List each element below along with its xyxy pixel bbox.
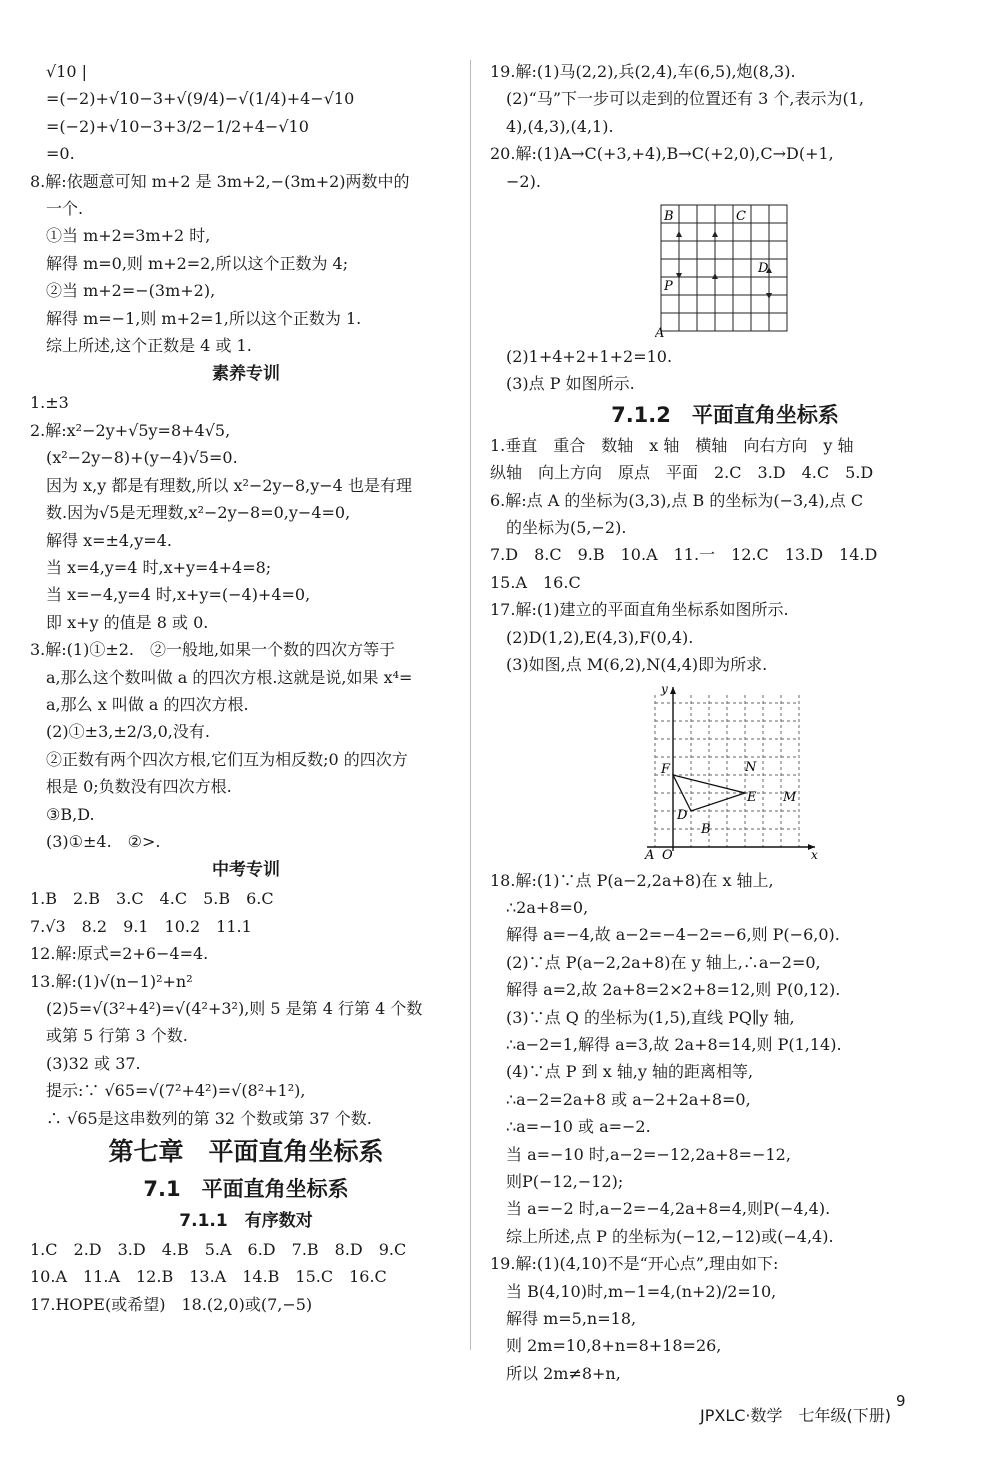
right-lines-d: [490, 867, 960, 1388]
text-line: √10 |: [46, 62, 88, 81]
text-line: ∴ √65是这串数列的第 32 个数或第 37 个数.: [46, 1108, 372, 1128]
coord-label-f: F: [661, 761, 671, 777]
text-line: (2)∵点 P(a−2,2a+8)在 y 轴上,∴a−2=0,: [506, 952, 821, 972]
text-line: ①当 m+2=3m+2 时,: [46, 226, 211, 246]
text-line: 6.解:点 A 的坐标为(3,3),点 B 的坐标为(−3,4),点 C: [490, 490, 864, 510]
text-line: ∴a−2=1,解得 a=3,故 2a+8=14,则 P(1,14).: [506, 1034, 842, 1054]
text-line: a,那么这个数叫做 a 的四次方根.这就是说,如果 x⁴=: [46, 667, 413, 687]
left-lines-a: [30, 58, 462, 359]
right-lines-b: [490, 343, 960, 398]
text-line: (3)32 或 37.: [46, 1053, 141, 1073]
text-line: 18.解:(1)∵点 P(a−2,2a+8)在 x 轴上,: [490, 870, 774, 890]
text-line: (4)∵点 P 到 x 轴,y 轴的距离相等,: [506, 1062, 754, 1082]
section-heading-zhongkao: 中考专训: [212, 860, 280, 881]
text-line: 17.HOPE(或希望) 18.(2,0)或(7,−5): [30, 1294, 313, 1314]
text-line: 4),(4,3),(4,1).: [506, 116, 614, 136]
text-line: (2)1+4+2+1+2=10.: [506, 347, 673, 367]
text-line: 解得 x=±4,y=4.: [46, 530, 172, 550]
text-line: 1.C 2.D 3.D 4.B 5.A 6.D 7.B 8.D 9.C: [30, 1240, 407, 1260]
coord-label-b: B: [701, 821, 711, 837]
text-line: 或第 5 行第 3 个数.: [46, 1026, 188, 1046]
coord-label-a: A: [645, 847, 655, 863]
text-line: 一个.: [46, 199, 84, 219]
right-column: [490, 58, 960, 1387]
right-lines-c: [490, 432, 960, 679]
text-line: 则 2m=10,8+n=8+18=26,: [506, 1336, 722, 1356]
text-line: 7.√3 8.2 9.1 10.2 11.1: [30, 916, 252, 936]
text-line: (2)“马”下一步可以走到的位置还有 3 个,表示为(1,: [506, 89, 864, 109]
text-line: (3)如图,点 M(6,2),N(4,4)即为所求.: [506, 655, 768, 675]
text-line: 根是 0;负数没有四次方根.: [46, 777, 232, 797]
axes: [647, 687, 815, 851]
dashed-grid: [655, 695, 799, 847]
coord-label-o: O: [662, 847, 673, 863]
grid-label-a: A: [655, 326, 665, 340]
text-line: 12.解:原式=2+6−4=4.: [30, 944, 209, 964]
coord-label-d: D: [677, 807, 688, 823]
page-number: 9: [896, 1392, 906, 1410]
left-lines-c: [30, 885, 462, 1132]
text-line: 当 x=−4,y=4 时,x+y=(−4)+4=0,: [46, 585, 311, 605]
text-line: 8.解:依题意可知 m+2 是 3m+2,−(3m+2)两数中的: [30, 171, 410, 191]
text-line: 数.因为√5是无理数,x²−2y−8=0,y−4=0,: [46, 503, 351, 523]
text-line: 解得 m=0,则 m+2=2,所以这个正数为 4;: [46, 253, 349, 273]
text-line: 10.A 11.A 12.B 13.A 14.B 15.C 16.C: [30, 1267, 387, 1287]
text-line: 的坐标为(5,−2).: [506, 518, 627, 538]
section-heading-7-1-1: 7.1.1 有序数对: [179, 1211, 313, 1232]
text-line: 因为 x,y 都是有理数,所以 x²−2y−8,y−4 也是有理: [46, 475, 412, 495]
grid-label-p: P: [664, 279, 673, 295]
text-line: 19.解:(1)(4,10)不是“开心点”,理由如下:: [490, 1254, 779, 1274]
left-column: [30, 58, 462, 1318]
text-line: 当 a=−10 时,a−2=−12,2a+8=−12,: [506, 1144, 791, 1164]
text-line: 所以 2m≠8+n,: [506, 1363, 621, 1383]
text-line: 当 x=4,y=4 时,x+y=4+4=8;: [46, 557, 272, 577]
text-line: 纵轴 向上方向 原点 平面 2.C 3.D 4.C 5.D: [490, 463, 874, 483]
text-line: 20.解:(1)A→C(+3,+4),B→C(+2,0),C→D(+1,: [490, 144, 834, 164]
text-line: 7.D 8.C 9.B 10.A 11.一 12.C 13.D 14.D: [490, 545, 878, 565]
page-footer: JPXLC·数学 七年级(下册): [700, 1406, 891, 1425]
text-line: =(−2)+√10−3+3/2−1/2+4−√10: [46, 116, 309, 136]
text-line: 1.±3: [30, 393, 69, 413]
text-line: 解得 m=5,n=18,: [506, 1309, 637, 1328]
section-heading-suyang: 素养专训: [212, 364, 280, 385]
text-line: =0.: [46, 144, 75, 164]
y-axis-arrow: [670, 687, 676, 694]
text-line: ∴a−2=2a+8 或 a−2+2a+8=0,: [506, 1089, 751, 1109]
text-line: 13.解:(1)√(n−1)²+n²: [30, 971, 193, 991]
text-line: ②正数有两个四次方根,它们互为相反数;0 的四次方: [46, 749, 408, 769]
text-line: (2)①±3,±2/3,0,没有.: [46, 722, 210, 742]
text-line: 解得 a=2,故 2a+8=2×2+8=12,则 P(0,12).: [506, 980, 841, 1000]
text-line: −2).: [506, 171, 541, 191]
coord-label-m: M: [783, 789, 797, 805]
text-line: (2)5=√(3²+4²)=√(4²+3²),则 5 是第 4 行第 4 个数: [46, 999, 423, 1018]
text-line: 综上所述,点 P 的坐标为(−12,−12)或(−4,4).: [506, 1226, 834, 1246]
text-line: 19.解:(1)马(2,2),兵(2,4),车(6,5),炮(8,3).: [490, 62, 796, 81]
text-line: 3.解:(1)①±2. ②一般地,如果一个数的四次方等于: [30, 640, 396, 660]
left-lines-d: [30, 1236, 462, 1318]
section-heading-7-1-2: 7.1.2 平面直角坐标系: [611, 402, 839, 427]
text-line: ②当 m+2=−(3m+2),: [46, 281, 216, 301]
text-line: (3)∵点 Q 的坐标为(1,5),直线 PQ∥y 轴,: [506, 1007, 795, 1027]
text-line: (3)①±4. ②>.: [46, 831, 161, 851]
text-line: 提示:∵ √65=√(7²+4²)=√(8²+1²),: [46, 1081, 306, 1101]
text-line: ③B,D.: [46, 804, 95, 824]
text-line: (x²−2y−8)+(y−4)√5=0.: [46, 448, 238, 468]
text-line: ∴a=−10 或 a=−2.: [506, 1117, 651, 1137]
text-line: 解得 a=−4,故 a−2=−4−2=−6,则 P(−6,0).: [506, 925, 840, 945]
coord-label-x: x: [811, 847, 818, 862]
coord-label-e: E: [747, 789, 757, 805]
text-line: ∴2a+8=0,: [506, 897, 589, 917]
grid-label-b: B: [664, 209, 674, 225]
text-line: 2.解:x²−2y+√5y=8+4√5,: [30, 420, 231, 440]
text-line: 当 B(4,10)时,m−1=4,(n+2)/2=10,: [506, 1281, 777, 1301]
section-heading-7-1: 7.1 平面直角坐标系: [143, 1177, 349, 1202]
coordinate-figure: [625, 683, 825, 863]
text-line: 当 a=−2 时,a−2=−4,2a+8=4,则P(−4,4).: [506, 1199, 831, 1219]
text-line: (2)D(1,2),E(4,3),F(0,4).: [506, 627, 694, 647]
text-line: 15.A 16.C: [490, 572, 581, 592]
grid-label-c: C: [736, 209, 746, 225]
text-line: =(−2)+√10−3+√(9/4)−√(1/4)+4−√10: [46, 89, 355, 109]
left-lines-b: [30, 389, 462, 855]
grid-label-d: D: [758, 261, 769, 277]
text-line: 1.B 2.B 3.C 4.C 5.B 6.C: [30, 889, 274, 909]
coord-label-y: y: [661, 682, 668, 696]
text-line: 1.垂直 重合 数轴 x 轴 横轴 向右方向 y 轴: [490, 435, 854, 455]
path-grid-figure: [655, 199, 795, 339]
column-divider: [470, 60, 471, 1350]
text-line: 17.解:(1)建立的平面直角坐标系如图所示.: [490, 600, 789, 620]
text-line: 综上所述,这个正数是 4 或 1.: [46, 336, 252, 356]
text-line: (3)点 P 如图所示.: [506, 374, 635, 394]
coord-label-n: N: [745, 759, 757, 775]
right-lines-a: [490, 58, 960, 195]
text-line: 即 x+y 的值是 8 或 0.: [46, 612, 209, 632]
text-line: 则P(−12,−12);: [506, 1171, 624, 1191]
chapter-heading: 第七章 平面直角坐标系: [108, 1137, 384, 1167]
text-line: a,那么 x 叫做 a 的四次方根.: [46, 694, 249, 714]
text-line: 解得 m=−1,则 m+2=1,所以这个正数为 1.: [46, 308, 362, 328]
